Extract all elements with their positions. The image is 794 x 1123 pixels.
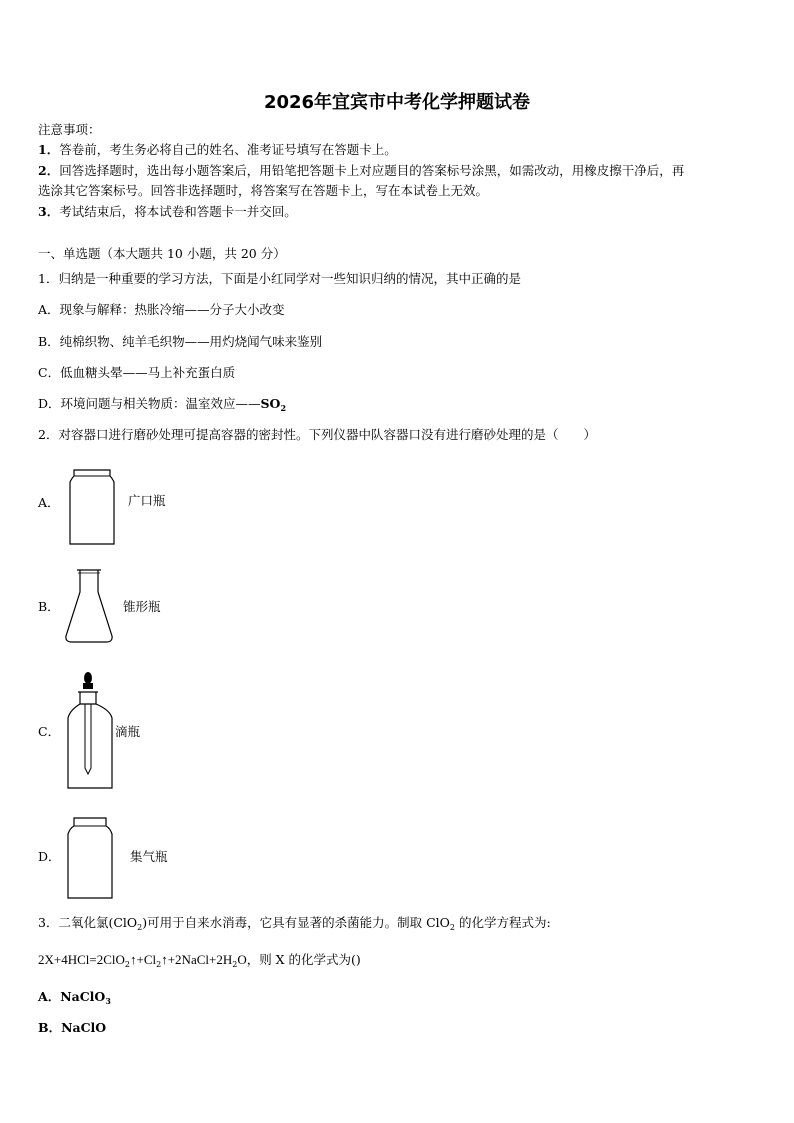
q1-option-a: A．现象与解释：热胀冷缩——分子大小改变 <box>38 302 285 317</box>
q3-option-b: B．NaClO <box>38 1020 107 1035</box>
gas-collecting-bottle-icon <box>66 816 114 900</box>
notice-item-1 <box>38 141 397 159</box>
notice-text: 答卷前，考生务必将自己的姓名、准考证号填写在答题卡上。 <box>59 142 397 157</box>
notice-text: 考试结束后，将本试卷和答题卡一并交回。 <box>59 204 297 219</box>
q2-option-a-label: 广口瓶 <box>128 493 166 508</box>
wide-mouth-bottle-icon <box>66 468 118 546</box>
q2-stem: 2．对容器口进行磨砂处理可提高容器的密封性。下列仪器中队容器口没有进行磨砂处理的是（ ） <box>38 427 596 442</box>
q2-option-c-letter: C． <box>38 724 61 739</box>
formula-so2: $SO_2$ <box>260 396 287 413</box>
q2-option-c-label: 滴瓶 <box>115 724 141 739</box>
q1-stem: 1．归纳是一种重要的学习方法，下面是小红同学对一些知识归纳的情况，其中正确的是 <box>38 271 521 286</box>
notice-text: 回答选择题时，选出每小题答案后，用铅笔把答题卡上对应题目的答案标号涂黑，如需改动，用橡皮擦干净后，再 <box>59 163 685 178</box>
notice-item-2-cont: 选涂其它答案标号。回答非选择题时，将答案写在答题卡上，写在本试卷上无效。 <box>38 183 489 198</box>
q1-option-d <box>38 395 286 417</box>
notice-num: 2． <box>38 163 60 178</box>
notice-num: 1． <box>38 142 60 157</box>
q2-option-a-letter: A． <box>38 495 60 510</box>
notice-num: 3． <box>38 204 60 219</box>
q1-option-c: C．低血糖头晕——马上补充蛋白质 <box>38 365 236 380</box>
q3-stem: 3．二氧化氯(ClO$_2$)可用于自来水消毒，它具有显著的杀菌能力。制取 ClO$_2$ 的化学方程式为: <box>38 915 551 932</box>
notice-heading: 注意事项： <box>38 122 101 137</box>
notice-item-3 <box>38 203 297 221</box>
notice-item-2 <box>38 162 684 180</box>
q2-option-b-letter: B． <box>38 599 60 614</box>
q1-option-b: B．纯棉织物、纯羊毛织物——用灼烧闻气味来鉴别 <box>38 334 323 349</box>
dropper-bottle-icon <box>66 670 114 790</box>
conical-flask-icon <box>64 568 114 644</box>
q2-option-d-label: 集气瓶 <box>130 849 168 864</box>
q1-option-d-text: D．环境问题与相关物质：温室效应—— <box>38 396 261 411</box>
q3-option-a: A．NaClO$_3$ <box>38 989 111 1006</box>
q3-equation: $2X+4HCl=2ClO_2↑+Cl_2↑+2NaCl+2H_2O$，则 X 的化学式为() <box>38 952 361 969</box>
section-heading: 一、单选题（本大题共 10 小题，共 20 分） <box>38 246 286 261</box>
q2-option-d-letter: D． <box>38 849 61 864</box>
q2-option-b-label: 锥形瓶 <box>123 599 161 614</box>
page-title: 2026年宜宾市中考化学押题试卷 <box>263 92 531 113</box>
